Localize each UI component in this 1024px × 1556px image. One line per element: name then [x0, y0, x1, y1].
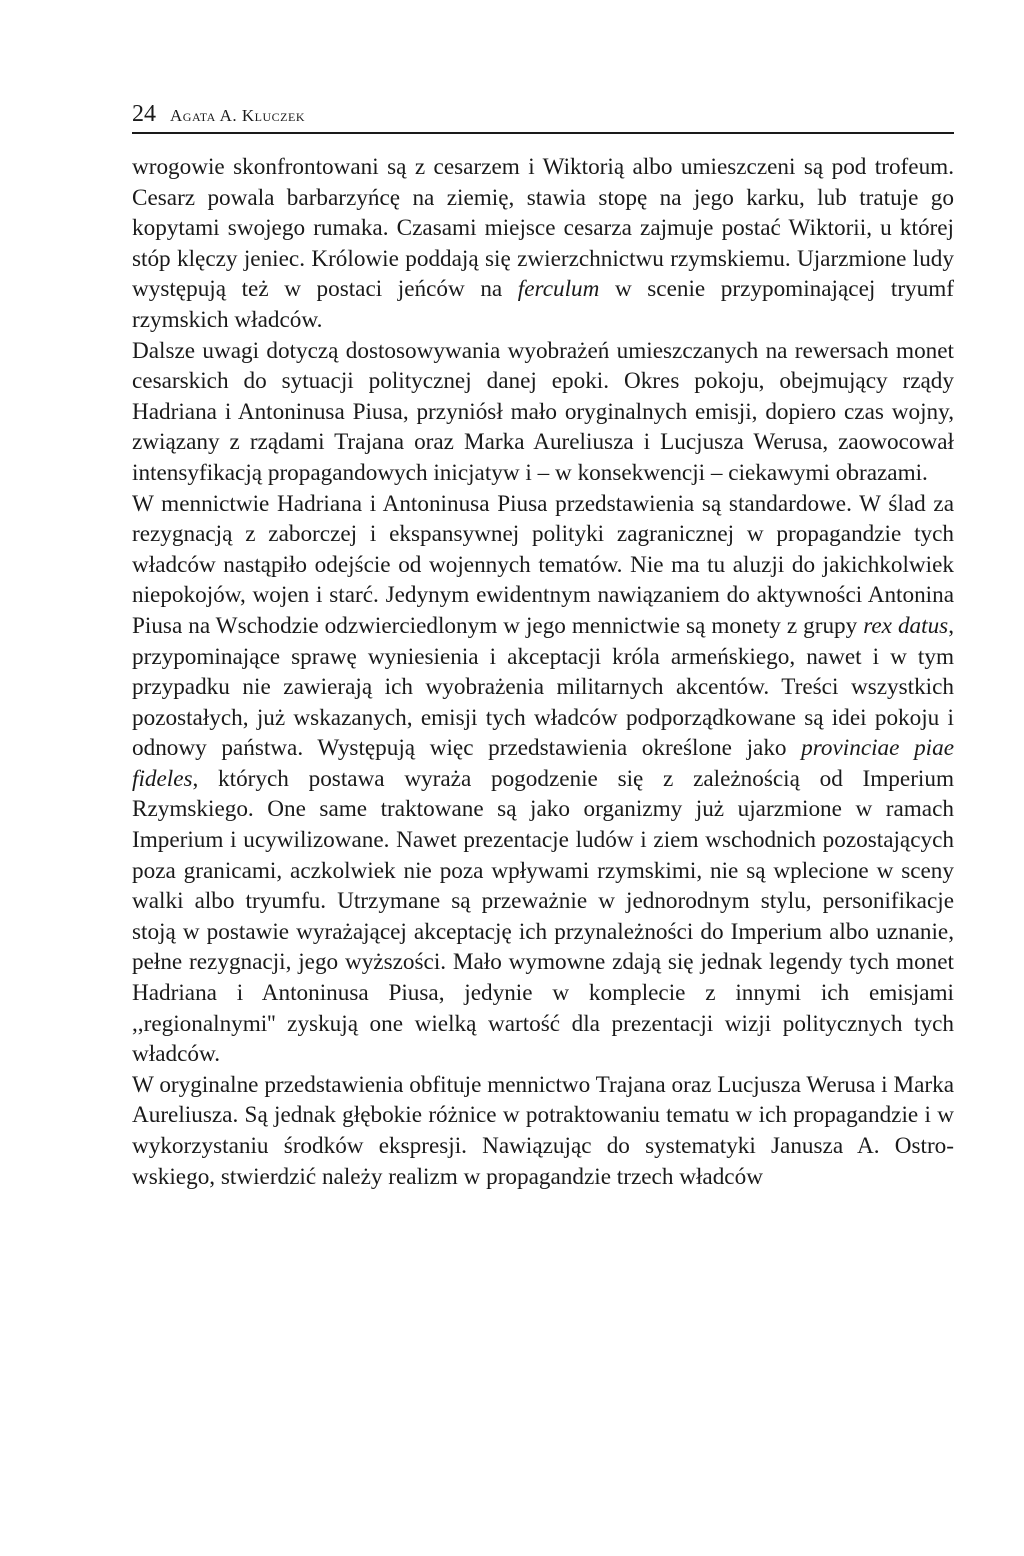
paragraph-2	[132, 336, 954, 489]
paragraph-1	[132, 152, 954, 336]
paragraph-3	[132, 489, 954, 1070]
italic-term-ferculum: ferculum	[517, 276, 600, 303]
text-run: W oryginalne przedstawienia obfituje mennictwo Trajana oraz Lucjusza Werusa i Marka Aureliusza. Są jednak głębokie różnice w potraktowaniu tematu w ich propagandzie i w wykorzystaniu środków ekspresji. Nawiązując do systematyki Janusza A. Ostrowskiego, stwierdzić należy realizm w propagandzie trzech władców	[132, 1071, 954, 1190]
book-page	[132, 100, 954, 1192]
running-head	[132, 100, 954, 134]
body-text	[132, 152, 954, 1192]
text-run: W mennictwie Hadriana i Antoninusa Piusa przedstawienia są standardowe. W ślad za rezygnacją z zaborczej i ekspansywnej polityki zagranicznej w propagandzie tych władców nastąpiło odejście od wojennych tematów. Nie ma tu aluzji do jakichkolwiek niepokojów, wojen i starć. Jedynym ewidentnym nawiązaniem do aktywności Antonina Piusa na Wschodzie odzwierciedlonym w jego mennictwie są monety z grupy	[132, 490, 954, 639]
text-run: w scenie przypominającej tryumf rzymskich władców.	[132, 276, 954, 333]
running-author: Agata A. Kluczek	[170, 106, 306, 125]
text-run: Dalsze uwagi dotyczą dostosowywania wyobrażeń umieszczanych na rewersach monet cesarskich do sytuacji politycznej danej epoki. Okres pokoju, obejmujący rządy Hadriana i Antoninusa Piusa, przyniósł mało oryginalnych emisji, dopiero czas wojny, związany z rządami Trajana oraz Marka Aureliusza i Lucjusza Werusa, zaowocował intensyfikacją propagandowych inicjatyw i – w konsekwencji – ciekawymi obrazami.	[132, 337, 954, 486]
italic-term-rex-datus: rex datus	[863, 612, 949, 639]
text-run: , przypominające sprawę wyniesienia i akceptacji króla armeńskiego, nawet i w tym przypadku nie zawierają ich wyobrażenia militarnych akcentów. Treści wszystkich pozostałych, już wskazanych, emisji tych władców podporządkowane są idei pokoju i odnowy państwa. Występują więc przedstawienia określone jako	[132, 612, 954, 762]
text-run: , których postawa wyraża pogodzenie się z zależnością od Imperium Rzymskiego. One same traktowane są jako organizmy już ujarzmione w ramach Imperium i ucywilizowane. Nawet prezentacje ludów i ziem wschodnich pozostających poza granicami, aczkolwiek nie poza wpływami rzymskimi, nie są wplecione w sceny walki albo tryumfu. Utrzymane są przeważnie w jednorodnym stylu, personifikacje stoją w postawie wyrażającej akceptację ich przynależności do Imperium albo uznanie, pełne rezygnacji, jego wyższości. Mało wymowne zdają się jednak legendy tych monet Hadriana i Antoninusa Piusa, jedynie w komplecie z innymi ich emisjami ,,regionalnymi'' zyskują one wielką wartość dla prezentacji wizji politycznych tych władców.	[132, 765, 954, 1068]
text-run: wrogowie skonfrontowani są z cesarzem i Wiktorią albo umieszczeni są pod trofeum. Cesarz powala barbarzyńcę na ziemię, stawia stopę na jego karku, lub tratuje go kopytami swojego rumaka. Czasami miejsce cesarza zajmuje postać Wiktorii, u której stóp klęczy jeniec. Królowie poddają się zwierzchnictwu rzymskiemu. Ujarzmione ludy występują też w postaci jeńców na	[132, 154, 954, 303]
page-number: 24	[132, 101, 156, 127]
italic-term-provinciae: provinciae piae fideles	[132, 735, 954, 792]
paragraph-4	[132, 1070, 954, 1192]
